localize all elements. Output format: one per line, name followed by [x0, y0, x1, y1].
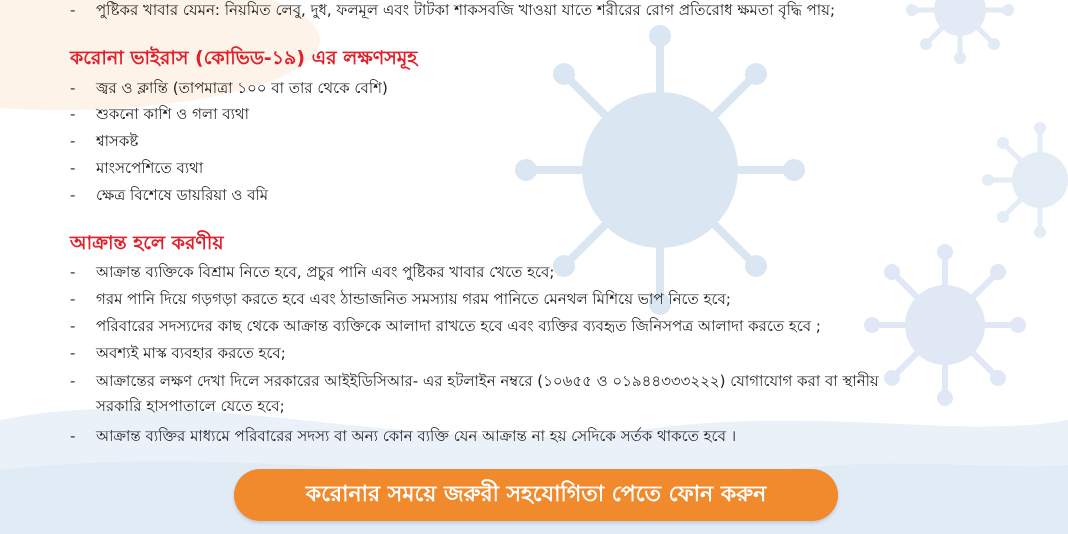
list-item-text: শুকনো কাশি ও গলা ব্যথা	[96, 105, 249, 123]
list-dash: -	[70, 344, 76, 362]
list-item-text: জ্বর ও ক্লান্তি (তাপমাত্রা ১০০ বা তার থেকে বেশি)	[96, 79, 388, 97]
list-item	[70, 316, 821, 336]
list-item-text: মাংসপেশিতে ব্যথা	[96, 159, 204, 177]
list-item	[70, 78, 388, 98]
list-item-text: আক্রান্ত ব্যক্তির মাধ্যমে পরিবারের সদস্য বা অন্য কোন ব্যক্তি যেন আক্রান্ত না হয় সেদিকে সর্তক থাকতে হবে ।	[96, 427, 737, 445]
list-dash: -	[70, 290, 76, 308]
list-item-text: ক্ষেত্র বিশেষে ডায়রিয়া ও বমি	[96, 186, 269, 204]
list-item	[70, 262, 554, 282]
list-item-continuation: সরকারি হাসপাতালে যেতে হবে;	[96, 397, 285, 415]
list-item	[70, 289, 731, 309]
list-dash: -	[70, 372, 76, 390]
list-item	[70, 343, 286, 363]
list-dash: -	[70, 317, 76, 335]
list-item	[70, 185, 268, 205]
list-item-text: অবশ্যই মাস্ক ব্যবহার করতে হবে;	[96, 344, 286, 362]
list-dash: -	[70, 186, 76, 204]
symptoms-heading: করোনা ভাইরাস (কোভিড-১৯) এর লক্ষণসমূহ	[70, 47, 418, 69]
actions-heading: আক্রান্ত হলে করণীয়	[70, 232, 224, 254]
list-item	[70, 426, 736, 446]
list-item-text: পরিবারের সদস্যদের কাছ থেকে আক্রান্ত ব্যক্তিকে আলাদা রাখতে হবে এবং ব্যক্তির ব্যবহৃত জিনিসপত্র আলাদা করতে হবে ;	[96, 317, 821, 335]
list-dash: -	[70, 1, 76, 19]
list-item-text: আক্রান্ত ব্যক্তিকে বিশ্রাম নিতে হবে, প্রচুর পানি এবং পুষ্টিকর খাবার খেতে হবে;	[96, 263, 555, 281]
list-dash: -	[70, 105, 76, 123]
list-item	[70, 131, 138, 151]
list-dash: -	[70, 79, 76, 97]
list-dash: -	[70, 427, 76, 445]
list-item	[70, 104, 249, 124]
list-dash: -	[70, 159, 76, 177]
call-to-action-banner[interactable]: করোনার সময়ে জরুরী সহযোগিতা পেতে ফোন করুন	[234, 469, 838, 521]
list-item	[70, 371, 879, 391]
list-item	[70, 0, 835, 20]
list-item-text: পুষ্টিকর খাবার যেমন: নিয়মিত লেবু, দুধ, ফলমূল এবং টাটকা শাকসবজি খাওয়া যাতে শরীরের রোগ প্রতিরোধ ক্ষমতা বৃদ্ধি পায়;	[96, 1, 836, 19]
list-dash: -	[70, 132, 76, 150]
list-dash: -	[70, 263, 76, 281]
list-item	[70, 158, 203, 178]
list-item-text: আক্রান্তের লক্ষণ দেখা দিলে সরকারের আইইডিসিআর- এর হটলাইন নম্বরে (১০৬৫৫ ও ০১৯৪৪৩৩৩২২২) যোগাযোগ করা বা স্থানীয়	[96, 372, 879, 390]
list-item-text: শ্বাসকষ্ট	[96, 132, 139, 150]
list-item-text: গরম পানি দিয়ে গড়গড়া করতে হবে এবং ঠান্ডাজনিত সমস্যায় গরম পানিতে মেনথল মিশিয়ে ভাপ নিতে হবে;	[96, 290, 731, 308]
